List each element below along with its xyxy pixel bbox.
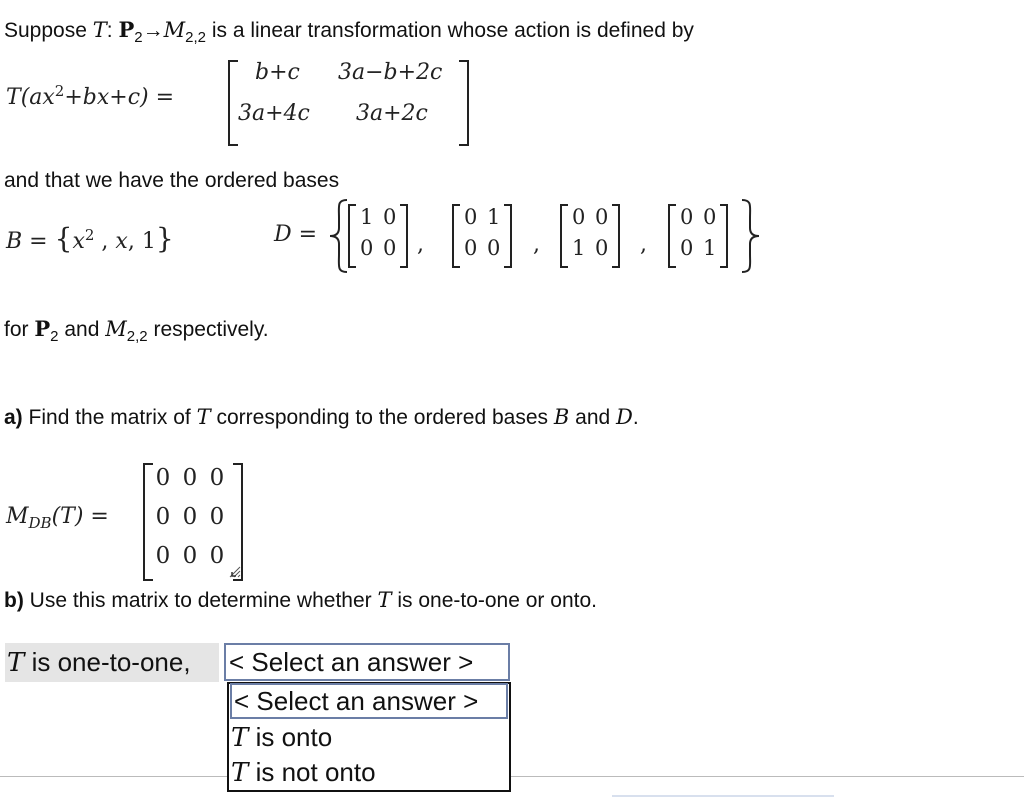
basis-B-label: B: [6, 229, 23, 254]
one-to-one-statement: [5, 643, 219, 682]
part-a-period: .: [632, 406, 639, 429]
def-cell-00: b+c: [255, 60, 300, 85]
intro-prefix: Suppose: [4, 19, 87, 42]
bases-text: and that we have the ordered bases: [4, 169, 340, 192]
part-a-D: D: [616, 405, 633, 429]
part-b-T: T: [377, 588, 392, 612]
part-a-question: [4, 405, 639, 430]
part-b-question: [4, 588, 597, 613]
answer-matrix-input[interactable]: 0: [182, 504, 198, 530]
part-a-text2: corresponding to the ordered bases: [216, 406, 549, 429]
basis-B: [6, 222, 174, 255]
intro-T: T: [92, 18, 107, 42]
part-a-label: a): [4, 406, 23, 429]
answer-select[interactable]: < Select an answer >: [224, 643, 510, 681]
cell: 0: [383, 236, 397, 260]
one-to-one-text: is one-to-one,: [31, 647, 191, 677]
bracket-right: [612, 204, 620, 268]
definition-lhs: [6, 82, 174, 110]
bracket-left: [668, 204, 676, 268]
cell: 0: [703, 205, 717, 229]
answer-matrix-input[interactable]: 0: [182, 543, 198, 569]
basis-D-right-brace: [738, 198, 762, 274]
resp-M-sub: 2,2: [126, 328, 148, 345]
cell: 0: [464, 205, 478, 229]
cell: 0: [680, 205, 694, 229]
dropdown-option-select[interactable]: < Select an answer >: [230, 683, 508, 719]
basis-B-x2: x: [72, 229, 85, 254]
bracket-right: [400, 204, 408, 268]
basis-B-one: 1: [141, 229, 156, 254]
cell: 0: [595, 205, 609, 229]
cell: 1: [487, 205, 501, 229]
one-to-one-T: T: [7, 648, 25, 678]
bracket-left: [452, 204, 460, 268]
intro-M: M: [163, 18, 186, 42]
intro-colon: :: [106, 19, 113, 42]
def-matrix-left-bracket: [228, 60, 238, 146]
intro-suffix: is a linear transformation whose action is defined by: [211, 19, 694, 42]
divider-right: [510, 776, 1024, 777]
intro-P: P: [118, 17, 135, 42]
def-equals: =: [155, 85, 175, 110]
cell: 0: [383, 205, 397, 229]
option-not-onto-text: is not onto: [255, 757, 376, 787]
respectively-sentence: [4, 316, 269, 345]
cell: 0: [360, 236, 374, 260]
basis-D-comma-1: ,: [417, 232, 424, 257]
resp-for: for: [4, 318, 29, 341]
cell: 0: [464, 236, 478, 260]
basis-D-matrix-2: [452, 204, 514, 268]
part-b-label: b): [4, 589, 24, 612]
answer-M-sub: DB: [28, 514, 52, 532]
bracket-right: [720, 204, 728, 268]
part-b-text2: is one-to-one or onto.: [397, 589, 597, 612]
def-T: T: [6, 85, 21, 110]
basis-D-comma-2: ,: [533, 232, 540, 257]
cell: 0: [595, 236, 609, 260]
dropdown-option-onto[interactable]: [231, 720, 332, 755]
answer-matrix-input[interactable]: 0: [209, 504, 225, 530]
basis-B-comma-1: ,: [101, 229, 109, 254]
def-cell-10: 3a+4c: [238, 101, 310, 126]
answer-arg: (T) =: [51, 504, 109, 529]
resp-rest: respectively.: [153, 318, 269, 341]
part-a-text1: Find the matrix of: [28, 406, 191, 429]
resp-P-sub: 2: [50, 328, 59, 345]
basis-D-matrix-1: [348, 204, 410, 268]
bracket-left: [348, 204, 356, 268]
bracket-left: [560, 204, 568, 268]
arrow-icon: →: [142, 19, 164, 42]
option-onto-T: T: [231, 723, 249, 753]
answer-matrix-input[interactable]: 0: [155, 465, 171, 491]
basis-D-matrix-3: [560, 204, 622, 268]
answer-matrix-label: [6, 504, 109, 532]
answer-matrix-input[interactable]: 0: [155, 543, 171, 569]
answer-matrix-input[interactable]: 0: [209, 465, 225, 491]
answer-matrix-left-bracket: [143, 463, 153, 581]
option-not-onto-T: T: [231, 758, 249, 788]
bottom-edge-bar: [612, 795, 834, 797]
def-arg: (ax: [20, 85, 55, 110]
basis-D-label: D: [274, 222, 292, 247]
basis-D-matrix-4: [668, 204, 730, 268]
resize-handle-icon[interactable]: [229, 566, 241, 578]
basis-B-close: }: [155, 222, 174, 255]
intro-M-sub: 2,2: [185, 29, 206, 46]
answer-M: M: [6, 504, 29, 529]
def-matrix-right-bracket: [459, 60, 469, 146]
answer-dropdown-list[interactable]: [227, 682, 511, 792]
cell: 1: [572, 236, 586, 260]
basis-D-label-group: [274, 222, 317, 247]
answer-matrix-input[interactable]: 0: [155, 504, 171, 530]
resp-and: and: [64, 318, 100, 341]
intro-sentence: [4, 17, 694, 46]
def-cell-11: 3a+2c: [356, 101, 428, 126]
basis-B-comma-2: ,: [127, 229, 135, 254]
basis-D-equals: =: [298, 222, 318, 247]
option-onto-text: is onto: [255, 722, 333, 752]
resp-P: P: [34, 316, 51, 341]
part-a-and: and: [575, 406, 611, 429]
def-sup: 2: [54, 82, 65, 100]
dropdown-option-not-onto[interactable]: [231, 755, 376, 790]
answer-matrix-right-bracket: [233, 463, 243, 581]
part-b-text1: Use this matrix to determine whether: [29, 589, 372, 612]
def-rest: +bx+c): [64, 85, 149, 110]
cell: 1: [703, 236, 717, 260]
bracket-right: [504, 204, 512, 268]
divider-left: [0, 776, 228, 777]
cell: 0: [572, 205, 586, 229]
resp-M: M: [105, 317, 127, 341]
basis-B-x2-sup: 2: [84, 226, 95, 244]
cell: 1: [360, 205, 374, 229]
basis-B-open: {: [54, 222, 73, 255]
def-cell-01: 3a−b+2c: [338, 60, 443, 85]
cell: 0: [680, 236, 694, 260]
basis-B-x: x: [115, 229, 128, 254]
part-a-B: B: [553, 405, 570, 429]
answer-matrix-input[interactable]: 0: [209, 543, 225, 569]
basis-B-equals: =: [29, 229, 48, 254]
part-a-T: T: [196, 405, 211, 429]
cell: 0: [487, 236, 501, 260]
basis-D-comma-3: ,: [640, 232, 647, 257]
intro-P-sub: 2: [134, 29, 143, 46]
answer-matrix-input[interactable]: 0: [182, 465, 198, 491]
